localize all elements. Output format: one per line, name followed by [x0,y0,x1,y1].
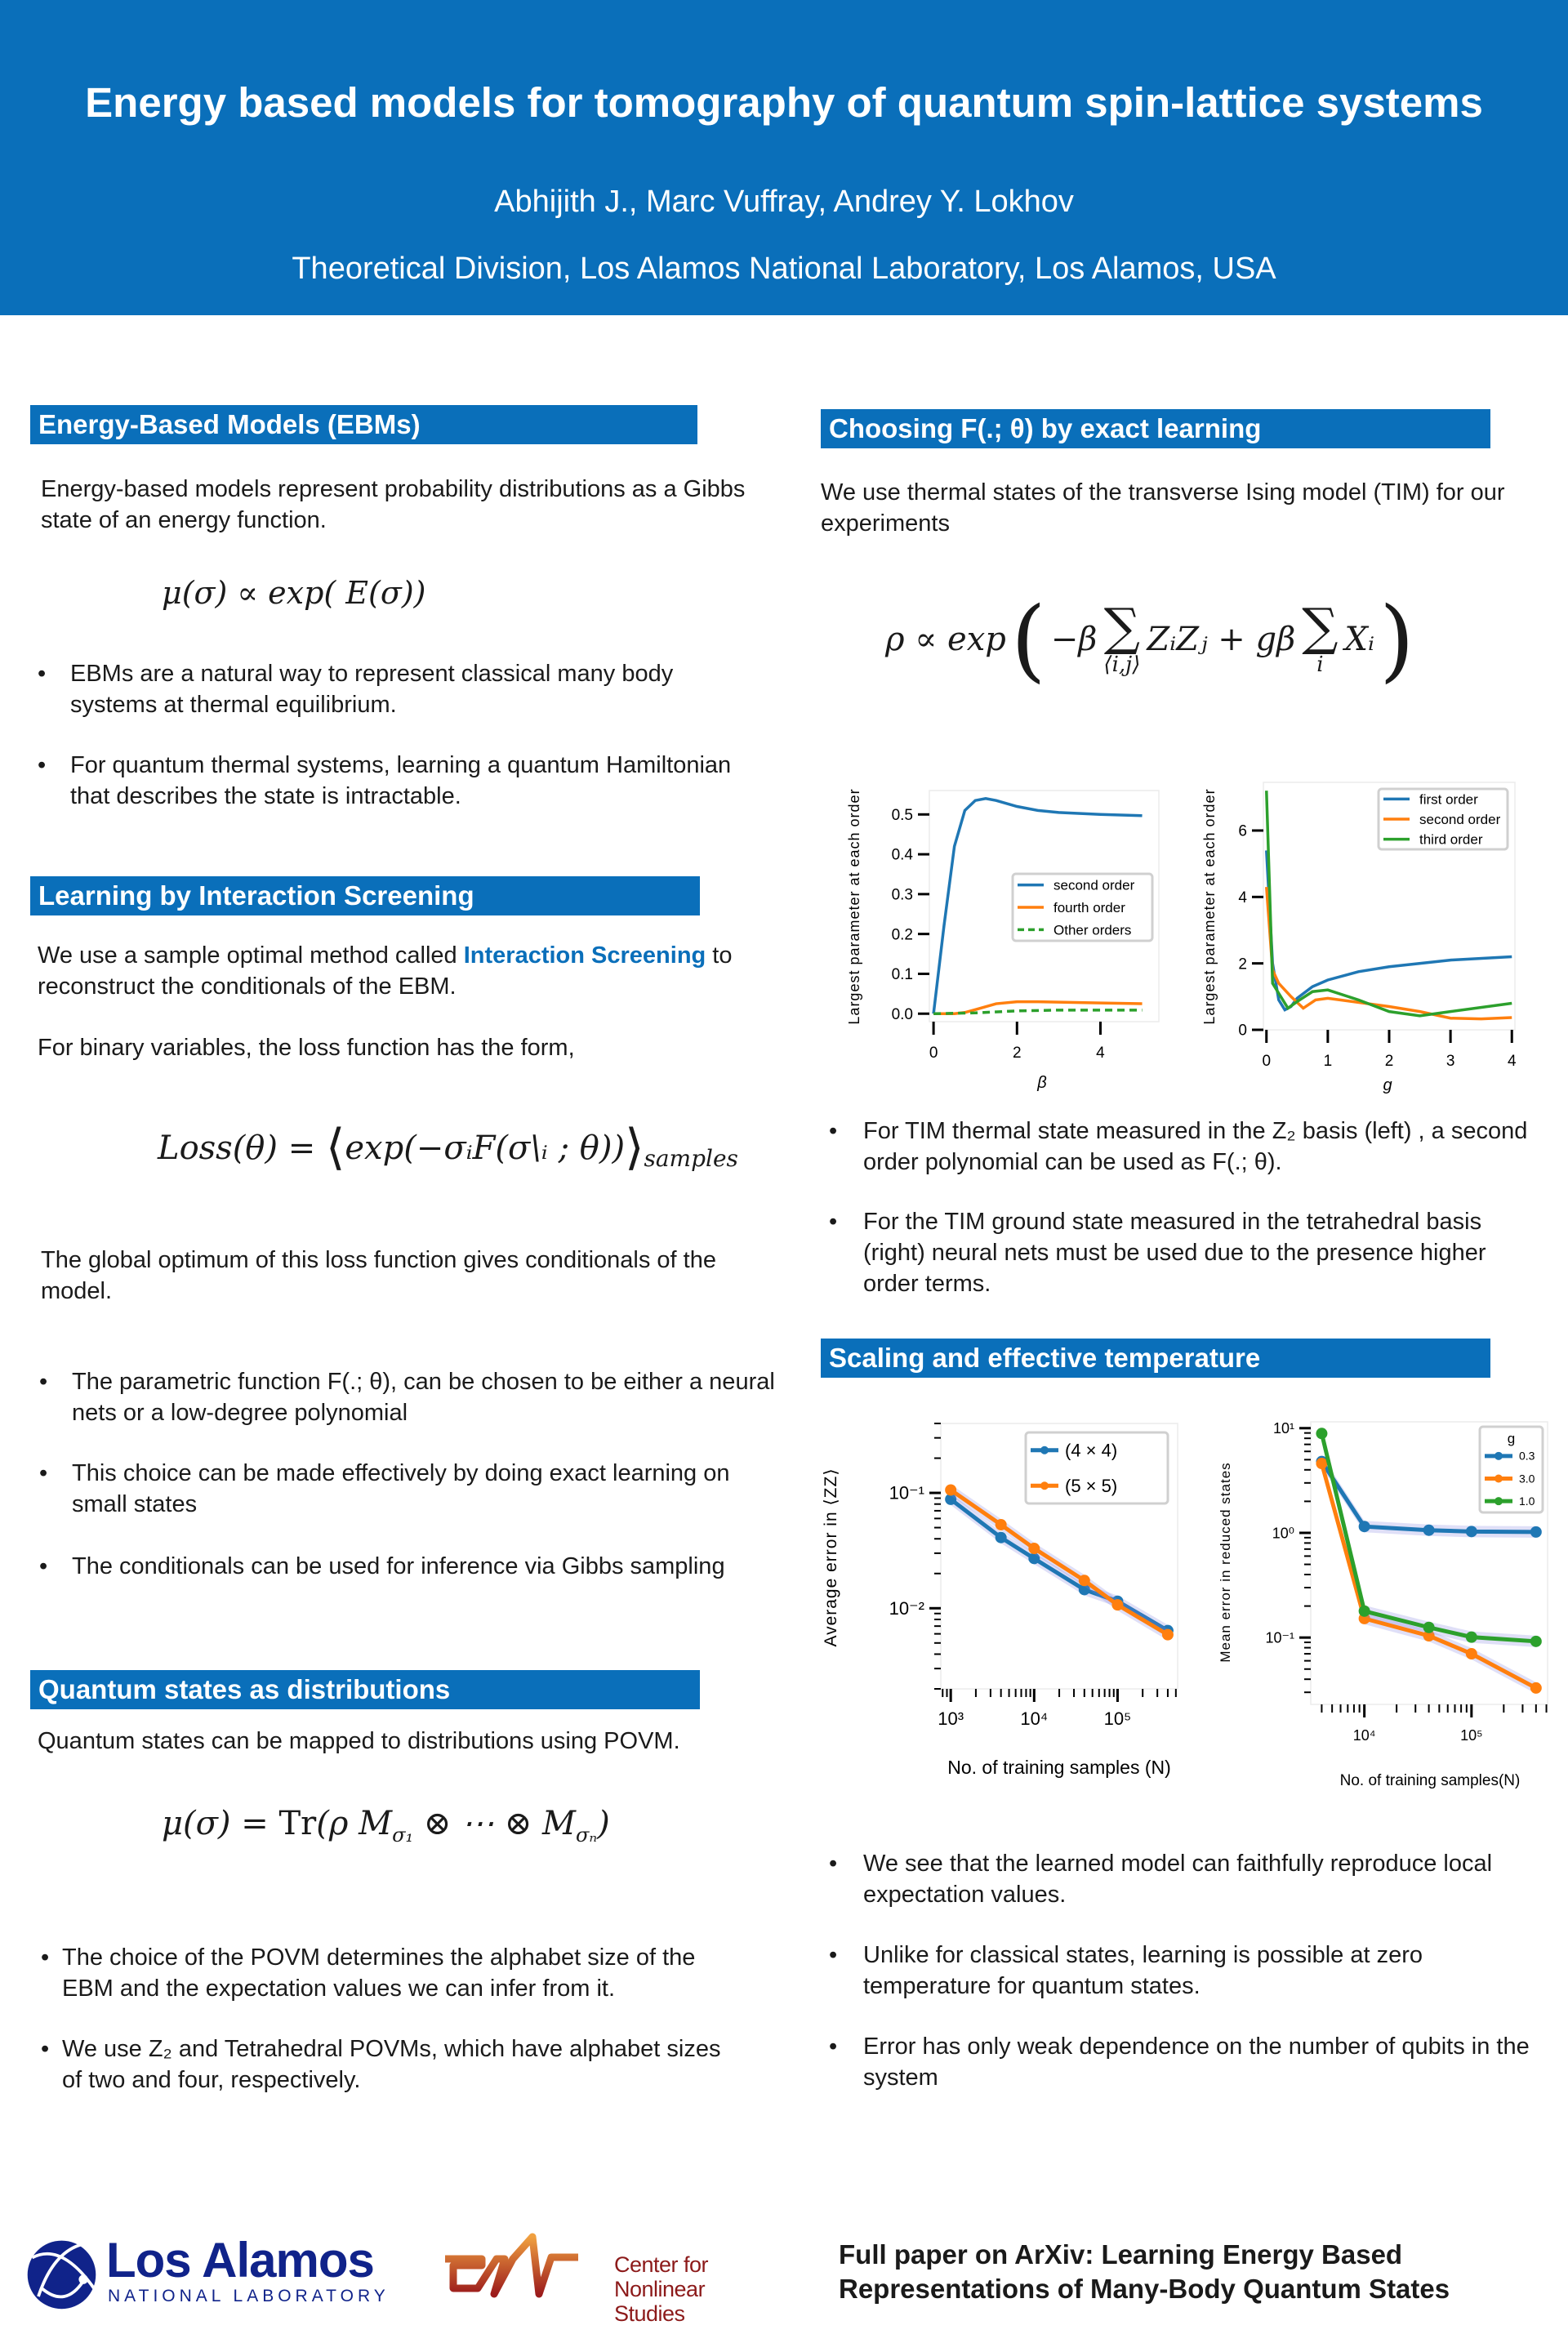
data-point [945,1484,956,1495]
scaling-bullet: • Unlike for classical states, learning is possible at zero temperature for quantum states. [829,1942,1423,1999]
y-axis-label: Largest parameter at each order [1201,788,1218,1025]
y-axis-label: Average error in ⟨ZZ⟩ [822,1468,840,1647]
x-axis-label: g [1383,1076,1392,1094]
y-tick-label: 10⁻¹ [889,1482,924,1503]
choose-bullet: • For TIM thermal state measured in the Z₂ basis (left) , a second order polynomial can be used as F(.; θ). [829,1118,1528,1175]
y-tick-label: 0.0 [891,1005,913,1023]
x-tick-label: 0 [929,1045,938,1062]
interaction-screening-highlight: Interaction Screening [463,942,706,969]
section-heading-ebm: Energy-Based Models (EBMs) [30,405,697,444]
data-point [1530,1636,1542,1647]
qsd-paragraph: Quantum states can be mapped to distributions using POVM. [38,1728,680,1754]
lis-bullet: • The conditionals can be used for inference via Gibbs sampling [39,1553,725,1579]
x-tick-label: 10⁴ [1352,1727,1376,1744]
ebm-bullet: • EBMs are a natural way to represent classical many body systems at thermal equilibrium. [38,661,674,718]
data-point [1530,1526,1542,1538]
legend-label: second order [1054,877,1135,893]
x-tick-label: 10⁵ [1460,1727,1483,1744]
data-point [1079,1575,1090,1586]
y-tick-label: 2 [1238,956,1247,973]
povm-formula: μ(σ) = Tr(ρ $M_{\sigma_1}$ ⊗ ⋯ ⊗ $M_{\sigma_n}$) [162,1805,610,1846]
authors: Abhijith J., Marc Vuffray, Andrey Y. Lokhov [494,185,1074,219]
choose-paragraph: We use thermal states of the transverse Ising model (TIM) for our experiments [821,479,1505,537]
data-point [1111,1599,1123,1610]
legend-label: 1.0 [1519,1494,1535,1508]
legend-marker [1494,1452,1503,1460]
choose-bullet: • For the TIM ground state measured in the tetrahedral basis (right) neural nets must be used due to the presence higher order terms. [829,1209,1486,1297]
legend-marker [1494,1475,1503,1483]
data-point [1466,1648,1477,1659]
lis-paragraph: We use a sample optimal method called Interaction Screening to reconstruct the conditionals of the EBM. [38,942,733,1000]
section-heading-quantum-states: Quantum states as distributions [30,1670,700,1709]
legend-marker [1494,1497,1503,1505]
x-tick-label: 10³ [938,1708,964,1729]
legend-title: g [1507,1431,1516,1446]
legend-marker [1040,1481,1049,1490]
scaling-bullet: • We see that the learned model can faithfully reproduce local expectation values. [829,1851,1493,1908]
x-tick-label: 4 [1507,1053,1517,1070]
legend-label: Other orders [1054,922,1132,938]
legend-label: 0.3 [1519,1449,1535,1463]
data-point [1359,1521,1370,1532]
data-point [1466,1526,1477,1537]
y-tick-label: 4 [1238,889,1247,906]
y-tick-label: 0 [1238,1022,1247,1040]
section-heading-scaling: Scaling and effective temperature [821,1339,1490,1378]
x-tick-label: 4 [1096,1045,1105,1062]
lanl-globe-icon [23,2234,100,2312]
y-tick-label: 10⁻² [889,1597,924,1619]
data-point [1028,1543,1040,1554]
x-tick-label: 2 [1384,1053,1394,1070]
data-point [1316,1458,1327,1469]
data-point [996,1519,1007,1530]
legend-label: (5 × 5) [1065,1475,1118,1496]
x-axis-label: No. of training samples (N) [947,1757,1171,1778]
x-tick-label: 10⁵ [1103,1708,1132,1729]
legend-label: 3.0 [1519,1472,1535,1486]
poster-title: Energy based models for tomography of quantum spin-lattice systems [85,79,1483,126]
y-tick-label: 0.5 [891,806,913,824]
data-point [1423,1622,1435,1633]
chart-tim-ground [1192,760,1535,1102]
x-axis-label: No. of training samples(N) [1339,1772,1521,1789]
legend-label: fourth order [1054,899,1125,915]
lis-bullet: • The parametric function F(.; θ), can be chosen to be either a neural nets or a low-degree polynomial [39,1369,775,1426]
cnls-logo: Center for Nonlinear Studies [441,2230,743,2311]
legend-label: first order [1419,791,1478,808]
y-axis-label: Mean error in reduced states [1218,1462,1233,1663]
x-tick-label: 1 [1323,1053,1333,1070]
x-tick-label: 3 [1446,1053,1455,1070]
data-point [1423,1525,1435,1536]
data-point [1530,1682,1542,1694]
section-heading-choosing-f: Choosing F(.; θ) by exact learning [821,409,1490,448]
section-heading-interaction-screening: Learning by Interaction Screening [30,876,700,915]
x-axis-label: β [1037,1074,1047,1092]
y-tick-label: 10⁰ [1272,1525,1294,1542]
data-point [1162,1629,1174,1641]
affiliation: Theoretical Division, Los Alamos National Laboratory, Los Alamos, USA [292,252,1276,286]
rho-formula: ρ ∝ exp ( −β ∑ ⟨i,j⟩ ZᵢZⱼ + gβ ∑ i Xᵢ ) [885,587,1414,692]
loss-formula: Loss(θ) = ⟨exp(−σᵢF(σ\ᵢ ; $\theta))⟩_{samples}$ [158,1119,738,1176]
chart-reduced-state-error [1209,1405,1568,1797]
data-point [1466,1632,1477,1643]
ebm-bullet: • For quantum thermal systems, learning a quantum Hamiltonian that describes the state is intractable. [38,752,732,809]
ebm-paragraph: Energy-based models represent probability distributions as a Gibbs state of an energy function. [41,476,746,533]
data-point [1359,1606,1370,1617]
y-tick-label: 10¹ [1272,1420,1294,1437]
lis-paragraph-3: The global optimum of this loss function gives conditionals of the model. [41,1247,716,1304]
lanl-logo: Los Alamos NATIONAL LABORATORY [23,2234,390,2316]
y-tick-label: 0.2 [891,926,913,944]
qsd-bullet: • We use Z₂ and Tetrahedral POVMs, which have alphabet sizes of two and four, respectively. [41,2036,721,2093]
lis-bullet: • This choice can be made effectively by doing exact learning on small states [39,1460,730,1517]
y-tick-label: 0.3 [891,886,913,904]
scaling-bullet: • Error has only weak dependence on the number of qubits in the system [829,2034,1530,2091]
legend-label: second order [1419,811,1501,827]
lis-paragraph-2: For binary variables, the loss function has the form, [38,1035,575,1061]
y-tick-label: 10⁻¹ [1265,1629,1294,1646]
qsd-bullet: • The choice of the POVM determines the alphabet size of the EBM and the expectation values we can infer from it. [41,1944,696,2002]
cnls-wave-icon [441,2233,604,2306]
x-tick-label: 10⁴ [1020,1708,1049,1729]
y-tick-label: 6 [1238,822,1247,840]
data-point [1316,1428,1327,1439]
ebm-formula: μ(σ) ∝ exp( E(σ)) [162,575,426,611]
chart-tim-thermal [833,760,1176,1102]
x-tick-label: 2 [1013,1045,1022,1062]
legend-marker [1040,1446,1049,1454]
y-tick-label: 0.1 [891,966,913,984]
x-tick-label: 0 [1262,1053,1272,1070]
paper-reference[interactable]: Full paper on ArXiv: Learning Energy Based Representations of Many-Body Quantum States [839,2239,1450,2304]
data-point [996,1532,1007,1544]
legend-label: third order [1419,831,1483,848]
legend-label: (4 × 4) [1065,1440,1118,1461]
chart-zz-error-scaling [817,1405,1200,1797]
y-tick-label: 0.4 [891,846,913,864]
y-axis-label: Largest parameter at each order [846,788,862,1025]
